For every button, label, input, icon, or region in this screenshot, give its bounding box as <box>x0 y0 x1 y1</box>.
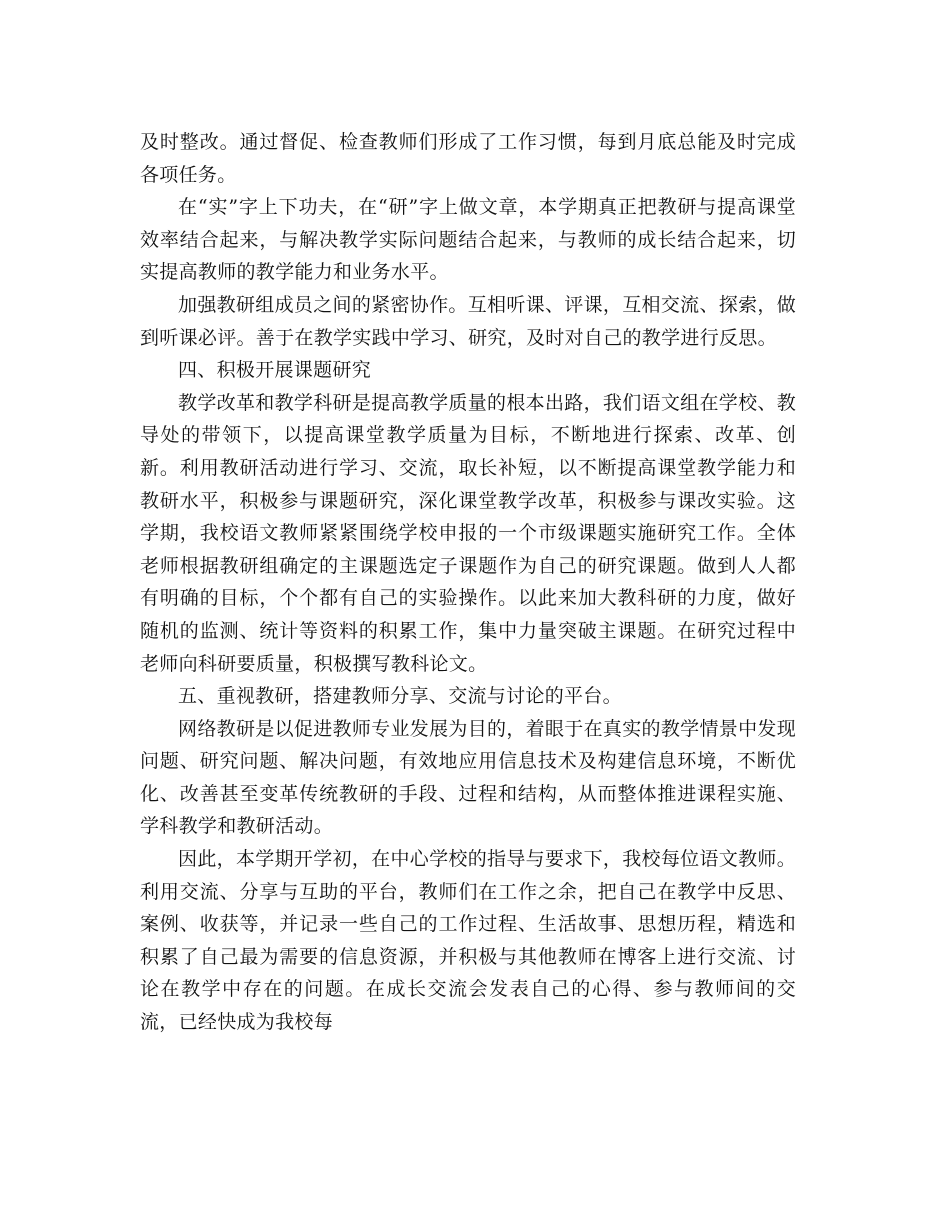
paragraph-8: 因此，本学期开学初，在中心学校的指导与要求下，我校每位语文教师。利用交流、分享与互助的平台，教师们在工作之余，把自己在教学中反思、案例、收获等，并记录一些自己的工作过程、生活故事、思想历程，精选和积累了自己最为需要的信息资源，并积极与其他教师在博客上进行交流、讨论在教学中存在的问题。在成长交流会发表自己的心得、参与教师间的交流，已经快成为我校每 <box>140 848 796 1034</box>
paragraph-7: 网络教研是以促进教师专业发展为目的，着眼于在真实的教学情景中发现问题、研究问题、解决问题，有效地应用信息技术及构建信息环境，不断优化、改善甚至变革传统教研的手段、过程和结构，从而整体推进课程实施、学科教学和教研活动。 <box>140 717 796 838</box>
paragraph-2: 在“实”字上下功夫，在“研”字上做文章，本学期真正把教研与提高课堂效率结合起来，与解决教学实际问题结合起来，与教师的成长结合起来，切实提高教师的教学能力和业务水平。 <box>140 196 796 284</box>
paragraph-3: 加强教研组成员之间的紧密协作。互相听课、评课，互相交流、探索，做到听课必评。善于在教学实践中学习、研究，及时对自己的教学进行反思。 <box>140 293 796 349</box>
document-body <box>140 126 796 1039</box>
paragraph-5: 教学改革和教学科研是提高教学质量的根本出路，我们语文组在学校、教导处的带领下，以提高课堂教学质量为目标，不断地进行探索、改革、创新。利用教研活动进行学习、交流，取长补短，以不断提高课堂教学能力和教研水平，积极参与课题研究，深化课堂教学改革，积极参与课改实验。这学期，我校语文教师紧紧围绕学校申报的一个市级课题实施研究工作。全体老师根据教研组确定的主课题选定子课题作为自己的研究课题。做到人人都有明确的目标，个个都有自己的实验操作。以此来加大教科研的力度，做好随机的监测、统计等资料的积累工作，集中力量突破主课题。在研究过程中老师向科研要质量，积极撰写教科论文。 <box>140 391 796 675</box>
paragraph-1: 及时整改。通过督促、检查教师们形成了工作习惯，每到月底总能及时完成各项任务。 <box>140 131 796 186</box>
section-heading-4: 四、积极开展课题研究 <box>178 359 372 382</box>
section-heading-5: 五、重视教研，搭建教师分享、交流与讨论的平台。 <box>178 685 622 708</box>
